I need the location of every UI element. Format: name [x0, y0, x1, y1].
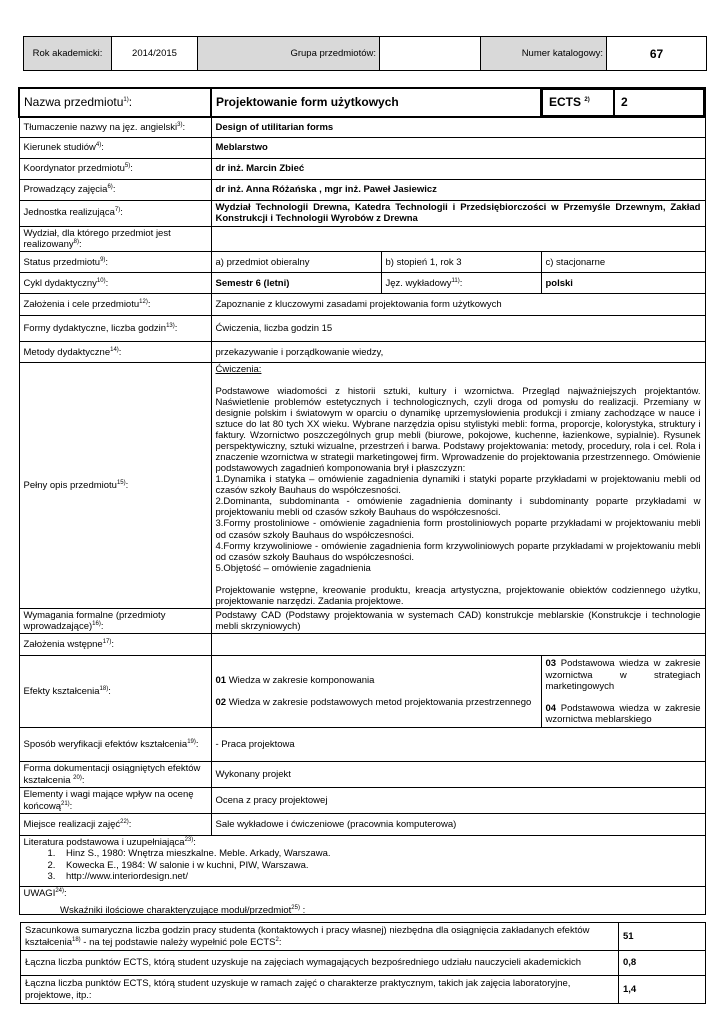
- location-value: Sale wykładowe i ćwiczeniowe (pracownia komputerowa): [211, 813, 705, 835]
- description-heading: Ćwiczenia:: [215, 364, 262, 376]
- notes-label: UWAGI$^{24)}$:: [19, 886, 705, 914]
- unit-value: Wydział Technologii Drewna, Katedra Technologii i Przedsiębiorczości w Przemyśle Drzewnym, Zakład Konstrukcji i Technologii Wyrobów z Drewna: [211, 200, 705, 226]
- summary-table: [20, 922, 706, 1004]
- summary-row-hours: [21, 923, 706, 951]
- goals-value: Zapoznanie z kluczowymi zasadami projektowania form użytkowych: [211, 294, 705, 316]
- description-item-5: 5.Objętość – omówienie zagadnienia: [215, 562, 371, 574]
- documentation-label: Forma dokumentacji osiągniętych efektów kształcenia $^{20)}$:: [19, 762, 211, 788]
- catalog-number-label-cell: [481, 37, 607, 70]
- grading-label: Elementy i wagi mające wpływ na ocenę końcową$^{21)}$:: [19, 788, 211, 814]
- description-item-3: 3.Formy prostoliniowe - omówienie zagadnienia form prostoliniowych poparte przykładami w projektowaniu mebli od czasów szkoły Bauhaus do współczesności.: [215, 518, 701, 541]
- summary-row-practical: [21, 976, 706, 1004]
- ects-label: ECTS $^{2)}$: [543, 90, 615, 116]
- catalog-number-label: Numer katalogowy:: [521, 48, 603, 59]
- subject-group-label-cell: [198, 37, 380, 70]
- description-item-4: 4.Formy krzywoliniowe - omówienie zagadnienia form krzywoliniowych poparte przykładami w projektowaniu mebli od czasów szkoły Bauhaus do współczesności.: [215, 540, 701, 563]
- status-row: [19, 252, 705, 273]
- outcome-04: 04 Podstawowa wiedza w zakresie wzornictwa meblarskiego: [545, 702, 701, 725]
- course-card-table: [18, 87, 706, 915]
- documentation-value: Wykonany projekt: [211, 762, 705, 788]
- catalog-number-value: 67: [649, 46, 664, 61]
- subject-group-value-cell: [380, 37, 481, 70]
- literature-item: 2. Kowecka E., 1984: W salonie i w kuchni, PIW, Warszawa.: [47, 859, 309, 871]
- unit-label: Jednostka realizująca$^{7)}$:: [19, 200, 211, 226]
- requirements-value: Podstawy CAD (Podstawy projektowania w systemach CAD) konstrukcje meblarskie (Konstrukcje i technologie mebli skrzyniowych): [211, 608, 705, 634]
- status-a: a) przedmiot obieralny: [211, 252, 381, 273]
- requirements-label: Wymagania formalne (przedmioty wprowadzające)$^{16)}$:: [19, 608, 211, 634]
- prerequisites-label: Założenia wstępne$^{17)}$:: [19, 634, 211, 656]
- instructors-value: dr inż. Anna Różańska , mgr inż. Paweł Jasiewicz: [211, 179, 705, 200]
- instructors-label: Prowadzący zajęcia$^{6)}$:: [19, 179, 211, 200]
- description-row: [19, 363, 705, 608]
- title-row: [19, 88, 705, 117]
- ects-value: 2: [614, 90, 704, 116]
- forms-value: Ćwiczenia, liczba godzin 15: [211, 316, 705, 342]
- outcome-02: 02 Wiedza w zakresie podstawowych metod projektowania przestrzennego: [215, 696, 532, 708]
- goals-label: Założenia i cele przedmiotu$^{12)}$:: [19, 294, 211, 316]
- translation-label: Tłumaczenie nazwy na jęz. angielski$^{3)}$:: [19, 117, 211, 137]
- literature-item: 1. Hinz S., 1980: Wnętrza mieszkalne. Meble. Arkady, Warszawa.: [47, 848, 331, 860]
- faculty-value: [211, 226, 705, 252]
- forms-label: Formy dydaktyczne, liczba godzin$^{13)}$:: [19, 316, 211, 342]
- cycle-value: Semestr 6 (letni): [211, 273, 381, 294]
- description-paragraph-2: Projektowanie wstępne, kreowanie produktu, kreacja artystyczna, projektowanie obiektów codziennego użytku, projektowanie narzędzi. Zadania projektowe.: [215, 584, 701, 607]
- coordinator-value: dr inż. Marcin Zbieć: [211, 158, 705, 179]
- literature-row: [19, 835, 705, 886]
- coordinator-label: Koordynator przedmiotu$^{5)}$:: [19, 158, 211, 179]
- literature-cell: [19, 835, 705, 886]
- translation-value: Design of utilitarian forms: [211, 117, 705, 137]
- summary-hours-value: 51: [619, 923, 706, 951]
- learning-outcomes-row: [19, 656, 705, 728]
- literature-item: 3. http://www.interiordesign.net/: [47, 871, 188, 883]
- methods-label: Metody dydaktyczne$^{14)}$:: [19, 342, 211, 363]
- field-of-study-value: Meblarstwo: [211, 137, 705, 158]
- description-label: Pełny opis przedmiotu$^{15)}$:: [19, 363, 211, 608]
- status-b: b) stopień 1, rok 3: [381, 252, 541, 273]
- verification-label: Sposób weryfikacji efektów kształcenia$^{19)}$:: [19, 728, 211, 762]
- summary-hours-text: Szacunkowa sumaryczna liczba godzin pracy studenta (kontaktowych i pracy własnej) niezbędna dla osiągnięcia zakładanych efektów kształcenia$^{18)}$ - na tej podstawie należy wypełnić pole ECTS$^2$:: [21, 923, 619, 951]
- language-value: polski: [541, 273, 705, 294]
- outcome-01: 01 Wiedza w zakresie komponowania: [215, 675, 375, 687]
- cycle-label: Cykl dydaktyczny$^{10)}$:: [19, 273, 211, 294]
- course-name-value: Projektowanie form użytkowych: [211, 88, 541, 117]
- subject-group-label: Grupa przedmiotów:: [290, 48, 376, 59]
- grading-value: Ocena z pracy projektowej: [211, 788, 705, 814]
- academic-year-value: 2014/2015: [132, 48, 177, 59]
- outcomes-right: [541, 656, 705, 728]
- language-label: Jęz. wykładowy$^{11)}$:: [381, 273, 541, 294]
- academic-year-label-cell: [24, 37, 112, 70]
- outcomes-label: Efekty kształcenia$^{18)}$:: [19, 656, 211, 728]
- outcome-03: 03 Podstawowa wiedza w zakresie wzornictwa w strategiach marketingowych: [545, 658, 701, 693]
- summary-practical-text: Łączna liczba punktów ECTS, którą student uzyskuje w ramach zajęć o charakterze praktycznym, takich jak zajęcia laboratoryjne, projektowe, itp.:: [21, 976, 619, 1004]
- location-label: Miejsce realizacji zajęć$^{22)}$:: [19, 813, 211, 835]
- summary-title: Wskaźniki ilościowe charakteryzujące moduł/przedmiot$^{25)}$ :: [60, 904, 306, 916]
- literature-label: Literatura podstawowa i uzupełniająca$^{23)}$:: [23, 836, 196, 848]
- description-item-1: 1.Dynamika i statyka – omówienie zagadnienia dynamiki i statyki poparte przykładami w projektowaniu mebli od czasów szkoły Bauhaus do współczesności.: [215, 474, 701, 497]
- description-paragraph-1: Podstawowe wiadomości z historii sztuki, kultury i wzornictwa. Przegląd najważniejszych projektantów. Naświetlenie problemów estetycznych i technologicznych, czyli droga od pomysłu do realizacji. Przemiany w designie polskim i światowym w oparciu o dynamikę uprzemysłowienia produkcji i zmiany zachodzące w nauce i sztuce do lat 80 tych XX wieku. Wybrane narzędzia opisu stylistyki mebli: forma, proporcje, kolorystyka, struktury i faktury. Wzornictwo poszczególnych grup mebli (biurowe, pokojowe, kuchenne, łazienkowe, sypialnie). Rysunek perspektywiczny, sztuki wizualne, przestrzeń i barwa. Podstawy projektowania: metody, procedury, rola i cel. Rola i znaczenie wzornictwa w strategii marketingowej firm. Wprowadzenie do projektowania przestrzennego. Omówienie podstawowych zagadnień komponowania brył i płaszczyzn:: [215, 386, 701, 475]
- faculty-label: Wydział, dla którego przedmiot jest realizowany$^{8)}$:: [19, 226, 211, 252]
- summary-row-contact: [21, 951, 706, 976]
- academic-year-value-cell: [112, 37, 198, 70]
- status-c: c) stacjonarne: [541, 252, 705, 273]
- cycle-row: [19, 273, 705, 294]
- academic-year-label: Rok akademicki:: [32, 48, 103, 59]
- methods-value: przekazywanie i porządkowanie wiedzy,: [211, 342, 705, 363]
- summary-contact-text: Łączna liczba punktów ECTS, którą student uzyskuje na zajęciach wymagających bezpośredniego udziału nauczycieli akademickich: [21, 951, 619, 976]
- summary-contact-value: 0,8: [619, 951, 706, 976]
- outcomes-left: [211, 656, 541, 728]
- summary-practical-value: 1,4: [619, 976, 706, 1004]
- prerequisites-value: [211, 634, 705, 656]
- status-label: Status przedmiotu$^{9)}$:: [19, 252, 211, 273]
- description-value: [211, 363, 705, 608]
- course-name-label: Nazwa przedmiotu$^{1)}$:: [19, 88, 211, 117]
- description-item-2: 2.Dominanta, subdominanta - omówienie zagadnienia dominanty i subdominanty poparte przykładami w projektowaniu mebli od czasów szkoły Bauhaus do współczesności.: [215, 496, 701, 519]
- field-of-study-label: Kierunek studiów$^{4)}$:: [19, 137, 211, 158]
- catalog-number-value-cell: [607, 37, 706, 70]
- header-row: [23, 36, 707, 71]
- verification-value: - Praca projektowa: [211, 728, 705, 762]
